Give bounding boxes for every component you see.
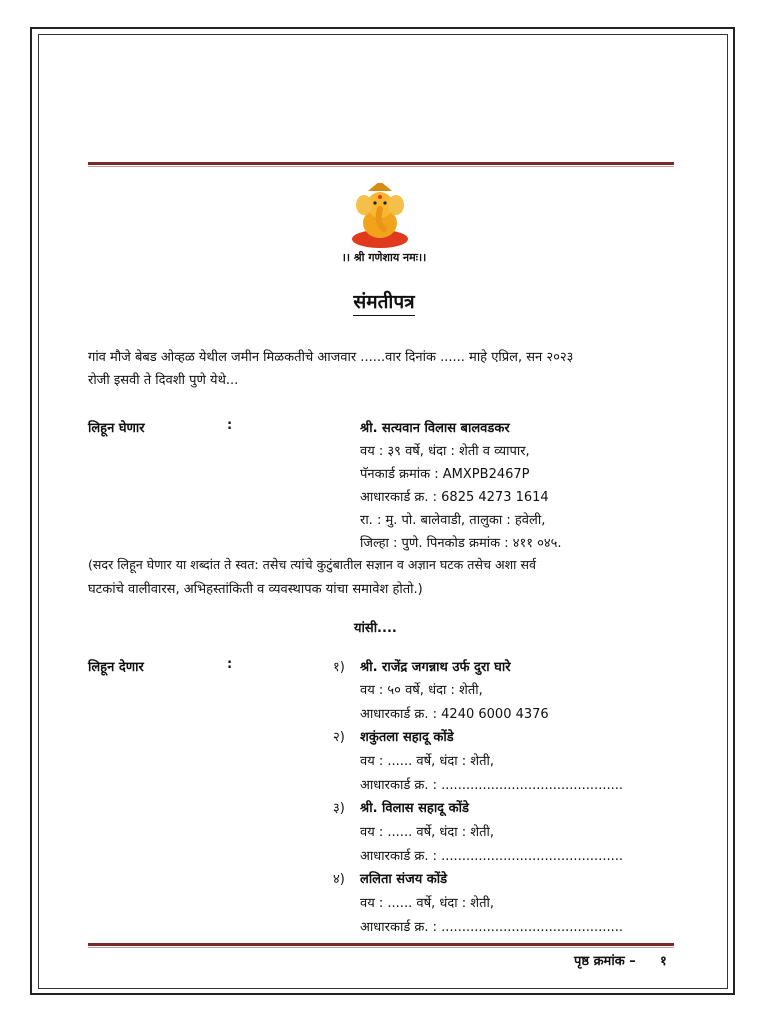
to-word: यांसी.... — [354, 621, 397, 636]
giver-age-2: वय : ...... वर्षे, धंदा : शेती, — [360, 754, 495, 769]
receiver-aadhar: आधारकार्ड क्र. : 6825 4273 1614 — [360, 490, 549, 505]
document-title — [0, 288, 768, 314]
receiver-age: वय : ३९ वर्षे, धंदा : शेती व व्यापार, — [360, 444, 530, 459]
footer-rule — [88, 943, 674, 948]
page-number: १ — [660, 954, 667, 969]
giver-age-4: वय : ...... वर्षे, धंदा : शेती, — [360, 896, 495, 911]
ganesha-icon — [344, 183, 416, 249]
giver-label: लिहून देणार — [88, 660, 144, 675]
giver-aadhar-1: आधारकार्ड क्र. : 4240 6000 4376 — [360, 707, 549, 722]
receiver-address: रा. : मु. पो. बालेवाडी, तालुका : हवेली, — [360, 513, 546, 528]
giver-age-3: वय : ...... वर्षे, धंदा : शेती, — [360, 825, 495, 840]
giver-age-1: वय : ५० वर्षे, धंदा : शेती, — [360, 683, 483, 698]
receiver-pan: पॅनकार्ड क्रमांक : AMXPB2467P — [360, 467, 530, 482]
giver-aadhar-4: आधारकार्ड क्र. : ............................................ — [360, 920, 623, 935]
receiver-colon: : — [227, 418, 233, 433]
receiver-label: लिहून घेणार — [88, 421, 145, 436]
note-line-2: घटकांचे वालीवारस, अभिहस्तांकिती व व्यवस्थापक यांचा समावेश होतो.) — [88, 582, 423, 597]
intro-line-2: रोजी इसवी ते दिवशी पुणे येथे... — [88, 373, 239, 388]
page-number-label: पृष्ठ क्रमांक – — [574, 954, 636, 969]
intro-line-1: गांव मौजे बेबड ओव्हळ येथील जमीन मिळकतीचे आजवार ......वार दिनांक ...... माहे एप्रिल, सन २०२३ — [88, 350, 574, 365]
giver-name-3: श्री. विलास सहादू कोंडे — [360, 801, 469, 816]
giver-aadhar-2: आधारकार्ड क्र. : ............................................ — [360, 778, 623, 793]
giver-num-2: २) — [333, 730, 345, 745]
giver-aadhar-3: आधारकार्ड क्र. : ............................................ — [360, 849, 623, 864]
giver-name-2: शकुंतला सहादू कोंडे — [360, 730, 454, 745]
receiver-district: जिल्हा : पुणे. पिनकोड क्रमांक : ४११ ०४५. — [360, 536, 562, 551]
invocation-text: ।। श्री गणेशाय नमः।। — [341, 251, 427, 264]
giver-colon: : — [227, 657, 233, 672]
giver-num-4: ४) — [333, 872, 345, 887]
giver-name-4: ललिता संजय कोंडे — [360, 872, 448, 887]
giver-name-1: श्री. राजेंद्र जगन्नाथ उर्फ दुरा घारे — [360, 660, 511, 675]
giver-num-3: ३) — [333, 801, 345, 816]
note-line-1: (सदर लिहून घेणार या शब्दांत ते स्वत: तसेच त्यांचे कुटुंबातील सज्ञान व अज्ञान घटक तसेच अशा सर्व — [88, 557, 536, 572]
giver-num-1: १) — [333, 660, 345, 675]
header-rule — [88, 162, 674, 167]
document-title-text: संमतीपत्र — [353, 291, 414, 316]
receiver-name: श्री. सत्यवान विलास बालवडकर — [360, 421, 510, 436]
